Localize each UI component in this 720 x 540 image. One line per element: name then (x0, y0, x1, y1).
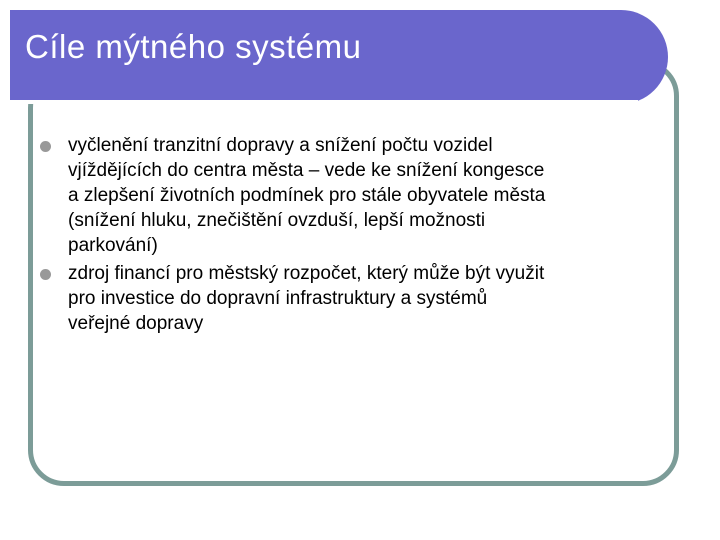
bullet-dot-icon (40, 141, 51, 152)
bullet-line: (snížení hluku, znečištění ovzduší, lepší možnosti (68, 210, 486, 231)
bullet-item (40, 133, 680, 258)
slide-title: Cíle mýtného systému (25, 28, 362, 65)
bullet-line: parkování) (68, 235, 158, 256)
bullet-line: vjíždějících do centra města – vede ke snížení kongesce (68, 160, 545, 181)
bullet-dot-icon (40, 269, 51, 280)
bullet-line: pro investice do dopravní infrastruktury a systémů (68, 288, 488, 309)
bullet-line: a zlepšení životních podmínek pro stále obyvatele města (68, 185, 546, 206)
bullet-line: zdroj financí pro městský rozpočet, který může být využit (68, 263, 545, 284)
bullet-list (40, 133, 680, 339)
bullet-item (40, 261, 680, 336)
bullet-line: veřejné dopravy (68, 313, 204, 334)
bullet-line: vyčlenění tranzitní dopravy a snížení počtu vozidel (68, 135, 493, 156)
